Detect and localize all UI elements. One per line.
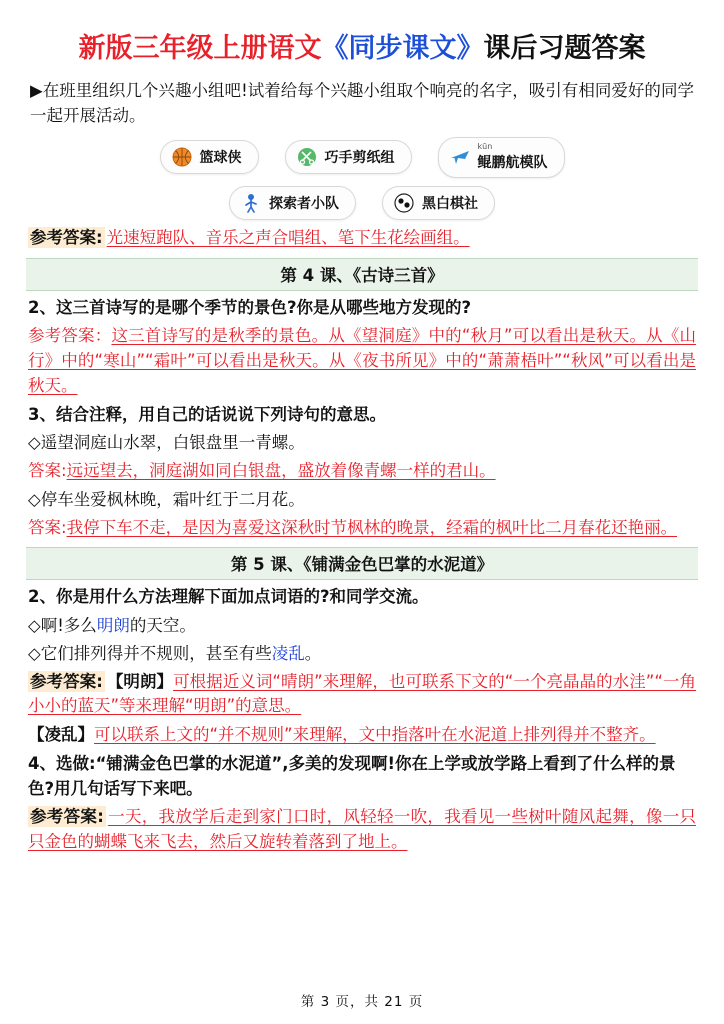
highlight-word: 凌乱 <box>271 643 305 663</box>
answer-intro <box>28 226 696 251</box>
section-heading-lesson4: 第 4 课、《古诗三首》 <box>26 258 698 291</box>
answer-text: 远远望去，洞庭湖如同白银盘，盛放着像青螺一样的君山。 <box>66 461 496 481</box>
title-part2: 《同步课文》 <box>321 33 484 64</box>
lesson5-example-line-1 <box>28 614 696 639</box>
lesson5-question-4: 4、选做:“铺满金色巴掌的水泥道”,多美的发现啊!你在上学或放学路上看到了什么样的景色?用几句话写下来吧。 <box>28 753 676 798</box>
answer-text: 这三首诗写的是秋季的景色。从《望洞庭》中的“秋月”可以看出是秋天。从《山行》中的“寒山”“霜叶”可以看出是秋天。从《夜书所见》中的“萧萧梧叶”“秋风”可以看出是秋天。 <box>28 326 697 395</box>
answer-label: 参考答案： <box>28 326 112 346</box>
answer-tag: 参考答案: <box>30 227 103 247</box>
badge-pinyin: kūn <box>477 141 493 151</box>
lesson4-answer-2 <box>28 324 696 398</box>
badge-label <box>478 143 548 172</box>
page-title <box>26 32 698 66</box>
section-heading-lesson5: 第 5 课、《铺满金色巴掌的水泥道》 <box>26 547 698 580</box>
answer-label: 答案: <box>28 517 67 537</box>
lesson4-question-3: 3、结合注释，用自己的话说说下列诗句的意思。 <box>28 404 386 424</box>
page-footer: 第 3 页，共 21 页 <box>300 994 424 1010</box>
answer-text: 我停下车不走，是因为喜爱这深秋时节枫林的晚景，经霜的枫叶比二月春花还艳丽。 <box>66 517 678 537</box>
answer-tag: 参考答案: <box>30 807 104 827</box>
lesson5-answer-2b <box>28 723 696 748</box>
lesson5-answer-2a <box>28 670 696 720</box>
line-suffix: 的天空。 <box>129 616 196 636</box>
lesson4-answer-3b <box>28 516 696 541</box>
scissors-icon <box>296 146 318 168</box>
answer-text-2: 可以联系上文的“并不规则”来理解，文中指落叶在水泥道上排列得并不整齐。 <box>94 725 656 745</box>
explorer-icon <box>240 192 262 214</box>
answer-text: 一天，我放学后走到家门口时，风轻轻一吹，我看见一些树叶随风起舞，像一只只金色的蝴蝶飞来飞去，然后又旋转着落到了地上。 <box>28 807 696 852</box>
answer-text-1: 可根据近义词“晴朗”来理解，也可联系下文的“一个亮晶晶的水洼”“一角小小的蓝天”等来理解“明朗”的意思。 <box>28 671 696 716</box>
answer-term-2: 【凌乱】 <box>28 725 94 745</box>
airplane-icon <box>449 146 471 168</box>
line-prefix: ◇啊!多么 <box>28 616 97 636</box>
answer-term-1: 【明朗】 <box>106 671 174 691</box>
answer-tag: 参考答案: <box>30 671 103 691</box>
badge-airmodel <box>438 137 565 178</box>
badge-label: 黑白棋社 <box>422 195 478 212</box>
title-part3: 课后习题答案 <box>483 33 646 64</box>
go-board-icon <box>393 192 415 214</box>
lesson5-example-line-2 <box>28 642 696 667</box>
badge-basketball <box>160 140 259 174</box>
badge-text: 鲲鹏航模队 <box>477 154 548 171</box>
line-prefix: ◇它们排列得并不规则，甚至有些 <box>28 643 272 663</box>
badge-goclub <box>382 186 495 220</box>
lesson4-poem-line-2: ◇停车坐爱枫林晚，霜叶红于二月花。 <box>28 489 305 509</box>
answer-label: 答案: <box>28 461 67 481</box>
badge-label: 探索者小队 <box>269 195 339 212</box>
line-suffix: 。 <box>304 643 322 663</box>
highlight-word: 明朗 <box>96 616 130 636</box>
badge-label: 篮球侠 <box>199 150 242 167</box>
title-part1: 新版三年级上册语文 <box>78 33 322 64</box>
badge-explorer <box>229 186 356 220</box>
lesson5-question-2: 2、你是用什么方法理解下面加点词语的?和同学交流。 <box>28 587 429 607</box>
intro-paragraph: ▶在班里组织几个兴趣小组吧!试着给每个兴趣小组取个响亮的名字，吸引有相同爱好的同学一起开展活动。 <box>30 80 694 126</box>
interest-group-badges-row-2 <box>26 186 698 220</box>
interest-group-badges-row-1 <box>26 137 698 178</box>
lesson4-answer-3a <box>28 459 696 484</box>
lesson4-poem-line-1: ◇遥望洞庭山水翠，白银盘里一青螺。 <box>28 433 305 453</box>
badge-label: 巧手剪纸组 <box>324 150 395 167</box>
basketball-icon <box>171 146 193 168</box>
lesson4-question-2: 2、这三首诗写的是哪个季节的景色?你是从哪些地方发现的? <box>28 297 472 317</box>
badge-papercut <box>285 140 412 174</box>
lesson5-answer-4 <box>28 805 696 855</box>
answer-text: 光速短跑队、音乐之声合唱组、笔下生花绘画组。 <box>106 227 470 247</box>
